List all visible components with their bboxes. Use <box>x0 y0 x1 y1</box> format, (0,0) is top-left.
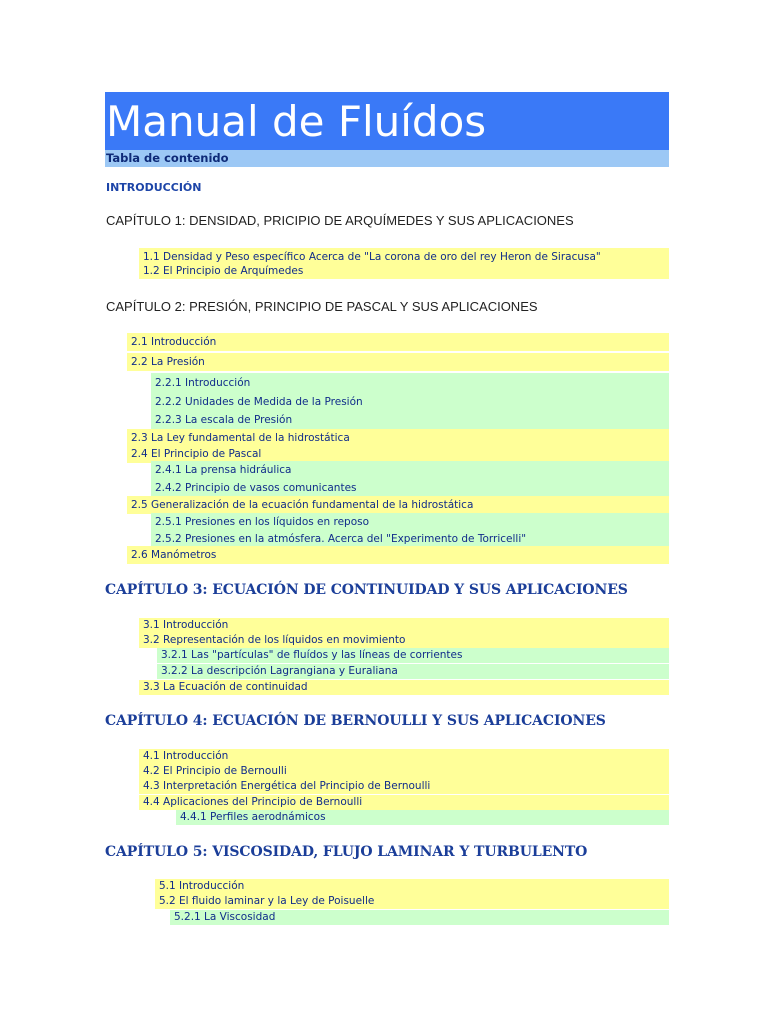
toc-item-1-1[interactable]: 1.1 Densidad y Peso específico Acerca de "La corona de oro del rey Heron de Siracusa" <box>139 248 669 266</box>
toc-item-4-4-1[interactable]: 4.4.1 Perfiles aerodnámicos <box>176 810 669 825</box>
page-title: Manual de Fluídos <box>106 97 487 146</box>
toc-item-2-4-1[interactable]: 2.4.1 La prensa hidráulica <box>151 461 669 479</box>
toc-item-2-2-3[interactable]: 2.2.3 La escala de Presión <box>151 411 669 429</box>
toc-item-1-2[interactable]: 1.2 El Principio de Arquímedes <box>139 263 669 279</box>
toc-introduction-link[interactable]: INTRODUCCIÓN <box>106 181 202 194</box>
toc-item-3-3[interactable]: 3.3 La Ecuación de continuidad <box>139 680 669 695</box>
toc-item-4-1[interactable]: 4.1 Introducción <box>139 749 669 764</box>
toc-item-2-5[interactable]: 2.5 Generalización de la ecuación fundamental de la hidrostática <box>127 496 669 514</box>
toc-item-3-1[interactable]: 3.1 Introducción <box>139 618 669 633</box>
toc-item-2-5-2[interactable]: 2.5.2 Presiones en la atmósfera. Acerca del "Experimento de Torricelli" <box>151 530 669 548</box>
toc-item-3-2[interactable]: 3.2 Representación de los líquidos en movimiento <box>139 633 669 648</box>
toc-item-4-2[interactable]: 4.2 El Principio de Bernoulli <box>139 764 669 779</box>
toc-item-4-3[interactable]: 4.3 Interpretación Energética del Principio de Bernoulli <box>139 779 669 794</box>
toc-item-2-2[interactable]: 2.2 La Presión <box>127 353 669 371</box>
toc-item-5-2[interactable]: 5.2 El fluido laminar y la Ley de Poisuelle <box>155 894 669 909</box>
toc-item-2-4-2[interactable]: 2.4.2 Principio de vasos comunicantes <box>151 479 669 497</box>
chapter-4-heading[interactable]: CAPÍTULO 4: ECUACIÓN DE BERNOULLI Y SUS APLICACIONES <box>105 713 606 729</box>
chapter-1-heading[interactable]: CAPÍTULO 1: DENSIDAD, PRICIPIO DE ARQUÍMEDES Y SUS APLICACIONES <box>106 213 574 228</box>
toc-subtitle: Tabla de contenido <box>106 151 229 165</box>
toc-item-2-2-2[interactable]: 2.2.2 Unidades de Medida de la Presión <box>151 393 669 411</box>
toc-item-3-2-2[interactable]: 3.2.2 La descripción Lagrangiana y Euraliana <box>157 664 669 679</box>
toc-item-3-2-1[interactable]: 3.2.1 Las "partículas" de fluídos y las líneas de corrientes <box>157 648 669 663</box>
toc-item-4-4[interactable]: 4.4 Aplicaciones del Principio de Bernoulli <box>139 795 669 810</box>
toc-item-5-1[interactable]: 5.1 Introducción <box>155 879 669 894</box>
chapter-2-heading[interactable]: CAPÍTULO 2: PRESIÓN, PRINCIPIO DE PASCAL Y SUS APLICACIONES <box>106 299 538 314</box>
chapter-5-heading[interactable]: CAPÍTULO 5: VISCOSIDAD, FLUJO LAMINAR Y TURBULENTO <box>105 844 588 860</box>
toc-item-2-6[interactable]: 2.6 Manómetros <box>127 546 669 564</box>
toc-item-5-2-1[interactable]: 5.2.1 La Viscosidad <box>170 910 669 925</box>
toc-item-2-5-1[interactable]: 2.5.1 Presiones en los líquidos en reposo <box>151 513 669 531</box>
toc-item-2-3[interactable]: 2.3 La Ley fundamental de la hidrostática <box>127 429 669 447</box>
toc-item-2-1[interactable]: 2.1 Introducción <box>127 333 669 351</box>
chapter-3-heading[interactable]: CAPÍTULO 3: ECUACIÓN DE CONTINUIDAD Y SUS APLICACIONES <box>105 582 628 598</box>
toc-item-2-4[interactable]: 2.4 El Principio de Pascal <box>127 445 669 463</box>
toc-item-2-2-1[interactable]: 2.2.1 Introducción <box>151 373 669 393</box>
